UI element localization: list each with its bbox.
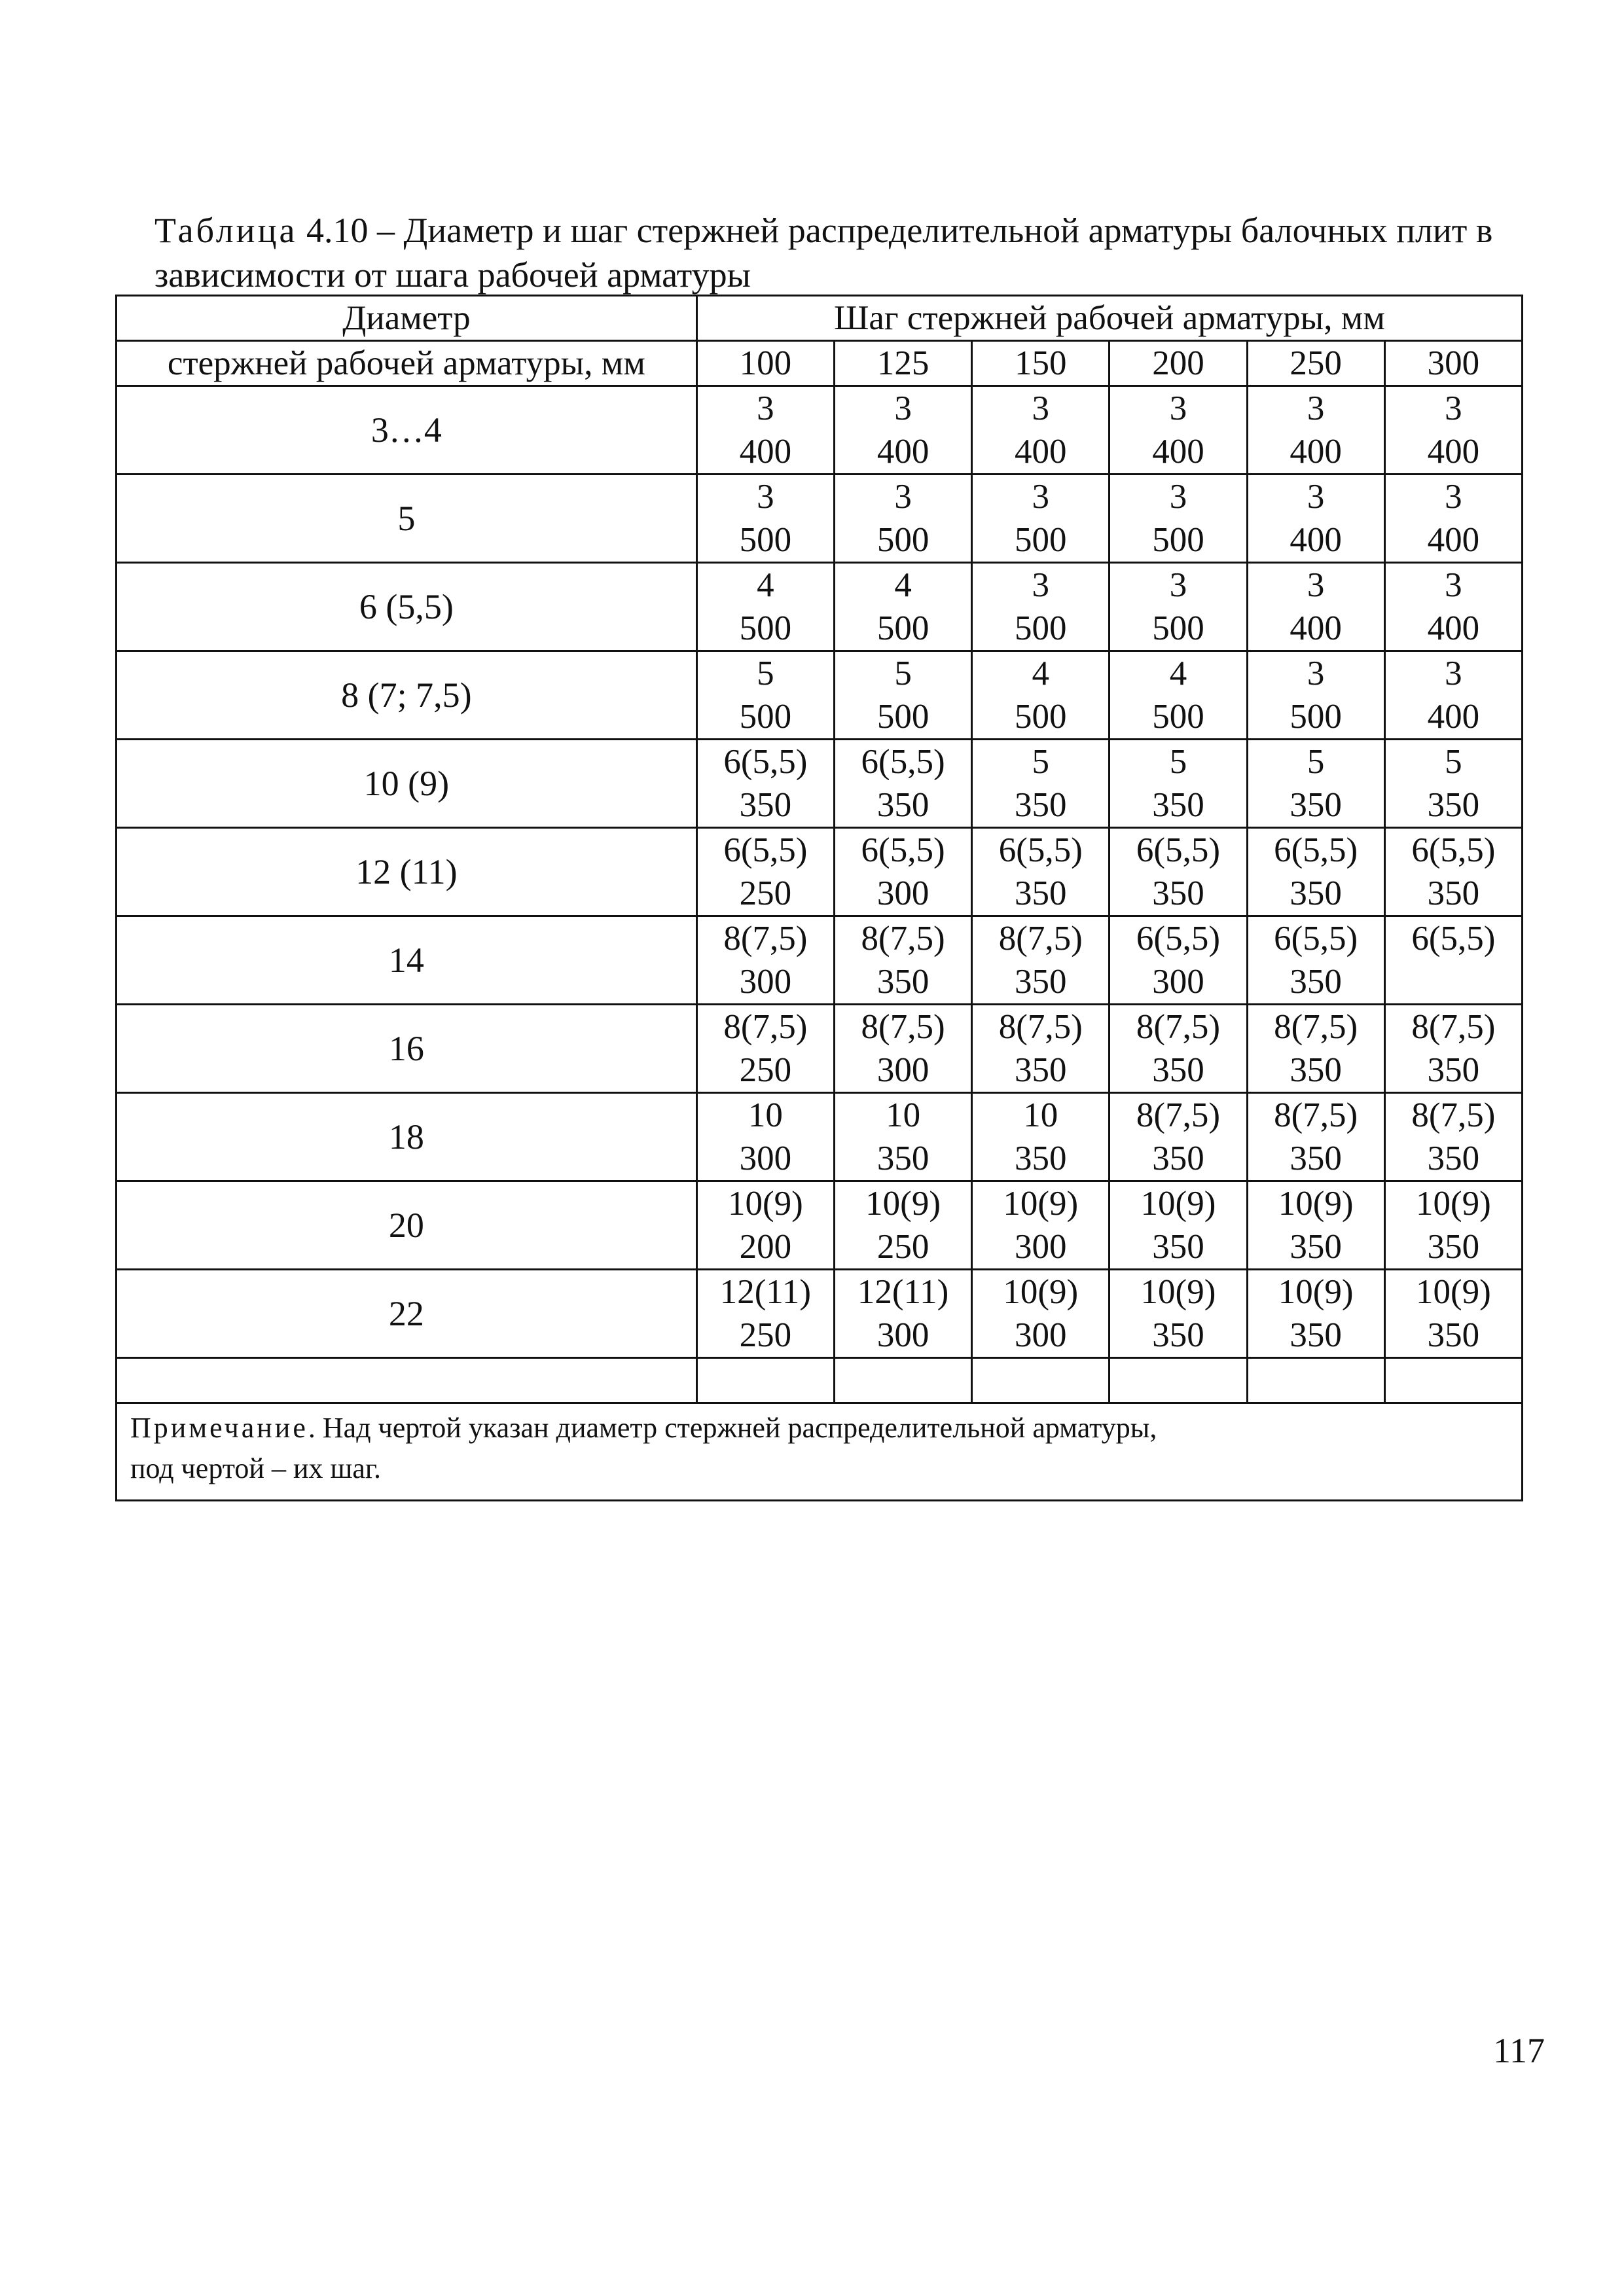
distribution-diameter: 12(11) — [719, 1273, 812, 1311]
row-diameter: 12 (11) — [117, 828, 697, 916]
table-caption — [154, 208, 1529, 297]
distribution-step: 350 — [876, 786, 929, 824]
empty-cell — [1110, 1358, 1247, 1403]
row-diameter: 16 — [117, 1005, 697, 1093]
distribution-diameter: 4 — [1169, 655, 1187, 692]
distribution-diameter: 6(5,5) — [1411, 831, 1496, 869]
distribution-diameter: 6(5,5) — [998, 831, 1083, 869]
distribution-diameter: 3 — [1032, 566, 1050, 604]
distribution-step: 350 — [1427, 874, 1480, 912]
distribution-step: 300 — [1015, 1228, 1067, 1266]
reinforcement-table — [115, 295, 1523, 1501]
row-diameter: 10 (9) — [117, 740, 697, 828]
distribution-diameter: 8(7,5) — [1411, 1096, 1496, 1134]
empty-cell — [972, 1358, 1110, 1403]
table-cell — [1110, 651, 1247, 740]
table-cell — [834, 916, 971, 1005]
distribution-diameter: 10(9) — [727, 1185, 803, 1223]
table-cell — [1110, 386, 1247, 475]
distribution-diameter: 6(5,5) — [1274, 920, 1358, 958]
header-step: 250 — [1247, 341, 1384, 386]
table-cell — [1110, 828, 1247, 916]
distribution-diameter: 8(7,5) — [1136, 1008, 1220, 1046]
header-step: 300 — [1384, 341, 1522, 386]
distribution-diameter: 3 — [894, 389, 912, 427]
distribution-step: 400 — [876, 433, 929, 471]
distribution-diameter: 8(7,5) — [998, 1008, 1083, 1046]
table-cell — [1247, 828, 1384, 916]
table-cell — [1247, 916, 1384, 1005]
distribution-diameter: 3 — [1169, 566, 1187, 604]
distribution-diameter: 5 — [1169, 743, 1187, 781]
distribution-step: 350 — [1290, 874, 1342, 912]
note-label: Примечание — [130, 1412, 308, 1444]
table-cell — [696, 1005, 834, 1093]
distribution-step: 350 — [1427, 1316, 1480, 1354]
note-line-1: . Над чертой указан диаметр стержней распределительной арматуры, — [308, 1412, 1157, 1444]
distribution-diameter: 3 — [1307, 655, 1325, 692]
table-cell — [834, 386, 971, 475]
table-cell — [696, 1270, 834, 1358]
table-cell — [834, 651, 971, 740]
distribution-step: 350 — [1290, 1051, 1342, 1089]
table-cell — [834, 740, 971, 828]
distribution-diameter: 3 — [1445, 389, 1462, 427]
distribution-diameter: 4 — [757, 566, 774, 604]
table-cell — [834, 828, 971, 916]
distribution-diameter: 10(9) — [1140, 1185, 1216, 1223]
distribution-step: 350 — [876, 1139, 929, 1177]
header-row-2 — [117, 341, 1523, 386]
table-cell — [1247, 1005, 1384, 1093]
distribution-diameter: 3 — [1445, 655, 1462, 692]
distribution-step: 350 — [1152, 874, 1204, 912]
table-cell — [972, 828, 1110, 916]
distribution-step: 500 — [1015, 698, 1067, 736]
table-cell — [696, 828, 834, 916]
table-cell — [1384, 916, 1522, 1005]
distribution-diameter: 10(9) — [1415, 1273, 1491, 1311]
distribution-step: 300 — [739, 963, 792, 1001]
distribution-step: 400 — [739, 433, 792, 471]
distribution-step: 350 — [1427, 786, 1480, 824]
distribution-diameter: 4 — [894, 566, 912, 604]
distribution-diameter: 10 — [748, 1096, 783, 1134]
distribution-diameter: 8(7,5) — [861, 1008, 945, 1046]
table-cell — [696, 1181, 834, 1270]
table-cell — [972, 740, 1110, 828]
distribution-step: 350 — [1152, 1228, 1204, 1266]
empty-cell — [117, 1358, 697, 1403]
distribution-diameter: 3 — [894, 478, 912, 516]
distribution-step: 500 — [1290, 698, 1342, 736]
distribution-step: 350 — [1427, 1228, 1480, 1266]
distribution-diameter: 10 — [1023, 1096, 1058, 1134]
distribution-diameter: 6(5,5) — [723, 831, 808, 869]
table-cell — [1384, 651, 1522, 740]
distribution-step: 400 — [1427, 609, 1480, 647]
distribution-diameter: 3 — [1032, 389, 1050, 427]
distribution-diameter: 3 — [1445, 478, 1462, 516]
table-cell — [972, 1093, 1110, 1181]
distribution-diameter: 3 — [1307, 566, 1325, 604]
table-cell — [972, 916, 1110, 1005]
table-row — [117, 1005, 1523, 1093]
distribution-diameter: 5 — [1307, 743, 1325, 781]
table-row — [117, 386, 1523, 475]
distribution-step: 400 — [1427, 433, 1480, 471]
table-cell — [1110, 563, 1247, 651]
distribution-diameter: 3 — [1169, 389, 1187, 427]
table-row — [117, 916, 1523, 1005]
distribution-diameter: 8(7,5) — [861, 920, 945, 958]
distribution-diameter: 6(5,5) — [1136, 831, 1220, 869]
distribution-diameter: 6(5,5) — [861, 743, 945, 781]
table-cell — [1247, 740, 1384, 828]
table-cell — [1110, 1270, 1247, 1358]
table-cell — [1384, 1181, 1522, 1270]
table-row — [117, 651, 1523, 740]
distribution-diameter: 8(7,5) — [1411, 1008, 1496, 1046]
distribution-step: 350 — [1152, 1139, 1204, 1177]
distribution-step — [1386, 960, 1521, 1003]
table-row — [117, 828, 1523, 916]
note-row — [117, 1403, 1523, 1501]
table-row — [117, 740, 1523, 828]
distribution-step: 300 — [739, 1139, 792, 1177]
distribution-step: 350 — [1427, 1051, 1480, 1089]
empty-cell — [696, 1358, 834, 1403]
table-cell — [1110, 1181, 1247, 1270]
table-cell — [1384, 563, 1522, 651]
distribution-diameter: 10(9) — [1278, 1185, 1354, 1223]
distribution-step: 400 — [1015, 433, 1067, 471]
distribution-step: 350 — [1290, 1139, 1342, 1177]
distribution-diameter: 6(5,5) — [1136, 920, 1220, 958]
distribution-step: 400 — [1290, 521, 1342, 559]
distribution-step: 350 — [1015, 963, 1067, 1001]
distribution-step: 350 — [1290, 1316, 1342, 1354]
row-diameter: 14 — [117, 916, 697, 1005]
header-row-1 — [117, 296, 1523, 341]
distribution-diameter: 3 — [1169, 478, 1187, 516]
distribution-diameter: 10 — [886, 1096, 921, 1134]
distribution-step: 500 — [739, 521, 792, 559]
table-note — [117, 1403, 1523, 1501]
distribution-step: 350 — [1152, 786, 1204, 824]
header-step: 150 — [972, 341, 1110, 386]
distribution-step: 400 — [1290, 433, 1342, 471]
distribution-step: 350 — [1015, 874, 1067, 912]
table-cell — [1110, 916, 1247, 1005]
distribution-step: 500 — [876, 698, 929, 736]
distribution-diameter: 8(7,5) — [998, 920, 1083, 958]
distribution-diameter: 8(7,5) — [723, 1008, 808, 1046]
distribution-step: 400 — [1427, 521, 1480, 559]
row-diameter: 18 — [117, 1093, 697, 1181]
table-row — [117, 1270, 1523, 1358]
distribution-step: 500 — [739, 698, 792, 736]
distribution-diameter: 4 — [1032, 655, 1050, 692]
distribution-step: 350 — [1015, 1139, 1067, 1177]
row-diameter: 5 — [117, 475, 697, 563]
distribution-diameter: 6(5,5) — [861, 831, 945, 869]
table-cell — [696, 740, 834, 828]
distribution-step: 500 — [876, 521, 929, 559]
distribution-diameter: 3 — [757, 478, 774, 516]
table-cell — [1384, 740, 1522, 828]
distribution-diameter: 5 — [757, 655, 774, 692]
distribution-step: 350 — [1290, 786, 1342, 824]
distribution-diameter: 8(7,5) — [1274, 1008, 1358, 1046]
caption-label: Таблица — [154, 211, 298, 250]
distribution-step: 200 — [739, 1228, 792, 1266]
distribution-diameter: 6(5,5) — [723, 743, 808, 781]
distribution-step: 350 — [1015, 786, 1067, 824]
distribution-step: 250 — [739, 1051, 792, 1089]
distribution-diameter: 5 — [1445, 743, 1462, 781]
distribution-step: 500 — [876, 609, 929, 647]
table-cell — [972, 386, 1110, 475]
table-cell — [972, 1181, 1110, 1270]
empty-cell — [1384, 1358, 1522, 1403]
distribution-step: 500 — [1152, 609, 1204, 647]
table-cell — [834, 1093, 971, 1181]
table-cell — [1384, 475, 1522, 563]
distribution-step: 350 — [876, 963, 929, 1001]
distribution-diameter: 12(11) — [857, 1273, 949, 1311]
distribution-step: 350 — [1290, 963, 1342, 1001]
distribution-step: 350 — [739, 786, 792, 824]
note-line-2: под чертой – их шаг. — [130, 1452, 381, 1484]
table-cell — [1384, 1093, 1522, 1181]
distribution-diameter: 10(9) — [865, 1185, 941, 1223]
distribution-diameter: 6(5,5) — [1274, 831, 1358, 869]
distribution-diameter: 10(9) — [1415, 1185, 1491, 1223]
distribution-diameter: 5 — [1032, 743, 1050, 781]
table-cell — [1247, 386, 1384, 475]
table-cell — [834, 475, 971, 563]
distribution-diameter: 3 — [1307, 478, 1325, 516]
header-step: 125 — [834, 341, 971, 386]
table-cell — [696, 916, 834, 1005]
distribution-diameter: 10(9) — [1140, 1273, 1216, 1311]
header-step: 100 — [696, 341, 834, 386]
distribution-step: 300 — [1015, 1316, 1067, 1354]
distribution-step: 300 — [876, 1051, 929, 1089]
table-cell — [972, 475, 1110, 563]
distribution-step: 250 — [739, 874, 792, 912]
table-cell — [696, 1093, 834, 1181]
row-diameter: 22 — [117, 1270, 697, 1358]
distribution-diameter: 3 — [757, 389, 774, 427]
distribution-step: 250 — [739, 1316, 792, 1354]
header-step: 200 — [1110, 341, 1247, 386]
table-cell — [1247, 651, 1384, 740]
table-cell — [1110, 475, 1247, 563]
table-cell — [1110, 1093, 1247, 1181]
empty-cell — [834, 1358, 971, 1403]
distribution-diameter: 3 — [1445, 566, 1462, 604]
distribution-step: 300 — [1152, 963, 1204, 1001]
row-diameter: 20 — [117, 1181, 697, 1270]
distribution-step: 300 — [876, 874, 929, 912]
table-cell — [834, 563, 971, 651]
table-cell — [696, 475, 834, 563]
table-cell — [1384, 386, 1522, 475]
table-cell — [696, 563, 834, 651]
caption-text: 4.10 – Диаметр и шаг стержней распределительной арматуры балочных плит в зависимости от шага рабочей арматуры — [154, 211, 1493, 295]
page-number: 117 — [1493, 2031, 1545, 2070]
distribution-step: 350 — [1290, 1228, 1342, 1266]
distribution-step: 500 — [1015, 609, 1067, 647]
table-cell — [1247, 1181, 1384, 1270]
row-diameter: 3…4 — [117, 386, 697, 475]
header-diameter-unit: стержней рабочей арматуры, мм — [117, 341, 697, 386]
distribution-diameter: 3 — [1307, 389, 1325, 427]
distribution-diameter: 10(9) — [1278, 1273, 1354, 1311]
header-step-group: Шаг стержней рабочей арматуры, мм — [696, 296, 1522, 341]
distribution-diameter: 6(5,5) — [1411, 920, 1496, 958]
distribution-step: 350 — [1015, 1051, 1067, 1089]
table-cell — [972, 1270, 1110, 1358]
header-diameter: Диаметр — [117, 296, 697, 341]
distribution-step: 350 — [1152, 1051, 1204, 1089]
distribution-diameter: 8(7,5) — [1136, 1096, 1220, 1134]
distribution-step: 250 — [876, 1228, 929, 1266]
row-diameter: 6 (5,5) — [117, 563, 697, 651]
table-cell — [972, 1005, 1110, 1093]
table-cell — [1247, 563, 1384, 651]
distribution-step: 300 — [876, 1316, 929, 1354]
distribution-step: 400 — [1152, 433, 1204, 471]
table-cell — [834, 1181, 971, 1270]
table-cell — [1384, 1005, 1522, 1093]
table-cell — [1384, 828, 1522, 916]
distribution-step: 500 — [739, 609, 792, 647]
table-cell — [972, 563, 1110, 651]
table-row — [117, 1093, 1523, 1181]
table-cell — [834, 1005, 971, 1093]
table-cell — [1384, 1270, 1522, 1358]
distribution-diameter: 5 — [894, 655, 912, 692]
distribution-step: 350 — [1427, 1139, 1480, 1177]
distribution-diameter: 8(7,5) — [1274, 1096, 1358, 1134]
table-cell — [834, 1270, 971, 1358]
table-cell — [972, 651, 1110, 740]
table-cell — [1247, 475, 1384, 563]
distribution-step: 400 — [1427, 698, 1480, 736]
empty-cell — [1247, 1358, 1384, 1403]
distribution-step: 500 — [1152, 698, 1204, 736]
distribution-diameter: 10(9) — [1003, 1185, 1079, 1223]
row-diameter: 8 (7; 7,5) — [117, 651, 697, 740]
distribution-step: 500 — [1152, 521, 1204, 559]
distribution-diameter: 3 — [1032, 478, 1050, 516]
table-row — [117, 1181, 1523, 1270]
table-cell — [1110, 740, 1247, 828]
table-cell — [1110, 1005, 1247, 1093]
distribution-step: 500 — [1015, 521, 1067, 559]
table-row — [117, 563, 1523, 651]
table-row — [117, 475, 1523, 563]
distribution-diameter: 8(7,5) — [723, 920, 808, 958]
empty-row — [117, 1358, 1523, 1403]
distribution-diameter: 10(9) — [1003, 1273, 1079, 1311]
table-cell — [696, 651, 834, 740]
distribution-step: 350 — [1152, 1316, 1204, 1354]
table-cell — [1247, 1093, 1384, 1181]
distribution-step: 400 — [1290, 609, 1342, 647]
table-cell — [1247, 1270, 1384, 1358]
table-cell — [696, 386, 834, 475]
